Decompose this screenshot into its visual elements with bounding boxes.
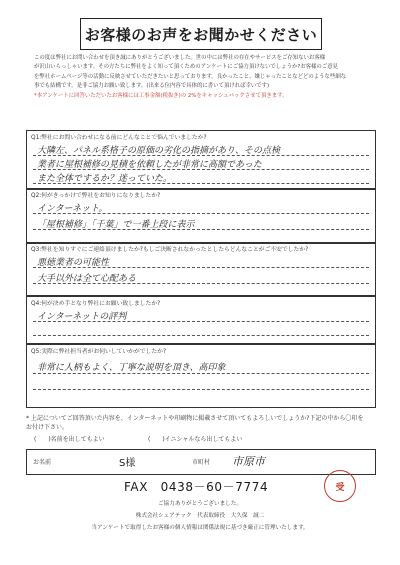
name-value: S様 [119,458,136,469]
question-5-box [26,344,376,408]
question-5-label: Q5:実際に弊社担当者がお伺いしていかがでしたか? [31,349,167,355]
question-3-box [26,242,376,296]
page-title: お客様のお声をお聞かせください [80,18,322,50]
question-2-answer-line: 「屋根補修」「千葉」で一番上段に表示 [37,220,195,230]
stamp-text: 受 [335,482,345,493]
question-3-label: Q3:弊社を知りすぐにご連絡頂けましたか?もしご決断されなかったとしたらどんなことがご不安でしたか? [31,247,309,253]
answer-rule [33,373,369,374]
city-value: 市原市 [232,455,265,468]
customer-info-box [26,449,376,475]
option-name-allowed[interactable]: ( )名前を出してもよい [34,436,105,443]
city-label: 市町村 [192,459,211,466]
footer-thanks: ご協力ありがとうございました。 [158,501,242,507]
intro-line: この度は弊社にお問い合わせを頂き誠にありがとうございました。世の中には弊社の存在やサービスをご存知ないお客様 [34,55,326,61]
intro-text [34,54,374,101]
question-4-answer-line: インターネットの評判 [37,312,127,322]
footer-privacy-notice: 当アンケートで取得したお客様の個人情報は関係法規に基づき厳正に管理いたします。 [91,525,309,531]
cashback-note: *本アンケートに回答いただいたお客様には工事金額(税抜き)の 2%をキャッシュバックさせて頂きます。 [34,92,288,99]
intro-line: が沢山いらっしゃいます。その方たちに弊社をよく知って頂くためのアンケートにご協力頂けないでしょうか?お客様のご意見 [34,64,338,71]
footer-company: 株式会社シェアテック 代表取締役 大久保 誠二 [135,513,265,519]
answer-rule [33,389,369,390]
permission-text: * 上記についてご回答頂いた内容を、インターネットや印刷物に掲載させて頂いてもよろしいでしょうか?下記の中から〇印を [26,415,364,422]
question-1-answer-line: 業者に屋根補修の見積を依頼したが非常に高額であった [37,160,262,170]
question-1-label: Q1:弊社にお問い合わせになる前にどんなことで悩んでいましたか? [31,135,207,141]
permission-text: お付け下さい。 [26,424,69,431]
question-4-label: Q4:何が決め手となり弊社にお願い致しましたか? [31,301,161,307]
answer-rule [33,335,369,336]
intro-line: 事でも結構です。是非ご協力お願い致します。(出来る位内容で具体的に書いて頂ければ幸いです) [34,83,270,90]
question-4-box [26,296,376,344]
question-5-answer-line: 非常に人柄もよく、丁寧な説明を頂き、高印象 [37,363,226,373]
question-2-label: Q2:何がきっかけで弊社をお知りになりましたか? [31,193,161,199]
question-3-answer-line: 大手以外は全て心配ある [37,274,137,284]
publish-permission-question [26,413,374,431]
question-2-answer-line: インターネット。 [37,204,108,214]
option-initial-allowed[interactable]: ( )イニシャルなら出してもよい [148,436,243,443]
intro-line: を弊社ホームページ等の活動に反映させていただきたいと思っております。良かったこと、嫌じゃったことなどどのような些細な [34,73,347,80]
received-stamp [324,470,356,502]
question-1-answer-line: 大隣左、パネル系格子の原価の劣化の指摘があり、その点検 [37,146,281,156]
question-1-answer-line: また全体でするか？迷っていた。 [37,174,173,184]
fax-number: FAX 0438－60－7774 [124,480,269,494]
question-1-box [26,130,376,190]
name-label: お名前 [33,459,52,466]
question-2-box [26,188,376,244]
question-3-answer-line: 悪徳業者の可能性 [37,258,110,268]
